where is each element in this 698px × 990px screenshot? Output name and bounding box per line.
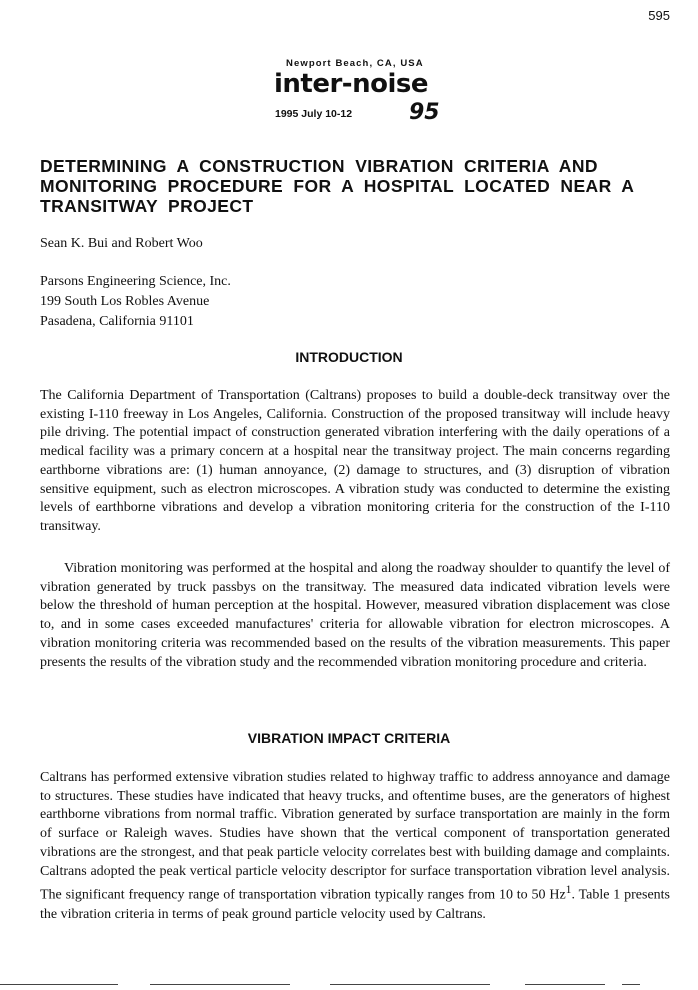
paragraph-text-before-footnote: Caltrans has performed extensive vibration studies related to highway traffic to address annoyance and damage to structures. These studies have indicated that heavy trucks, and oftentime buses, are the generators of highest earthborne vibrations from normal traffic. Vibration generated by surface transportation are mainly in the form of surface or Raleigh waves. Studies have shown that the vertical component of transportation generated vibrations are the strongest, and that peak particle velocity correlates best with building damage and complaints. Caltrans adopted the peak vertical particle velocity descriptor for surface transportation vibration level analysis. The significant frequency range of transportation vibration typically ranges from 10 to 50 Hz [40, 770, 670, 903]
bottom-rule-segment [0, 984, 118, 985]
section-heading-introduction: INTRODUCTION [295, 349, 403, 365]
section-heading-vibration-criteria: VIBRATION IMPACT CRITERIA [247, 730, 451, 746]
conference-logo-name: inter-noise [274, 69, 428, 99]
paper-title: DETERMINING A CONSTRUCTION VIBRATION CRITERIA AND MONITORING PROCEDURE FOR A HOSPITAL LOCATED NEAR A TRANSITWAY PROJECT [40, 156, 634, 216]
page-number: 595 [648, 8, 670, 23]
bottom-rule-segment [622, 984, 640, 985]
conference-year-mark: 95 [409, 100, 440, 125]
affiliation-city: Pasadena, California 91101 [40, 314, 194, 329]
bottom-rule-segment [150, 984, 290, 985]
affiliation-street: 199 South Los Robles Avenue [40, 294, 210, 309]
affiliation-organization: Parsons Engineering Science, Inc. [40, 274, 231, 289]
authors: Sean K. Bui and Robert Woo [40, 236, 203, 251]
paragraph-vibration-criteria [40, 769, 670, 924]
conference-dates: 1995 July 10-12 [275, 108, 353, 120]
bottom-rule-segment [330, 984, 490, 985]
bottom-rule-segment [525, 984, 605, 985]
paragraph-intro-2: Vibration monitoring was performed at the hospital and along the roadway shoulder to quantify the level of vibration generated by truck passbys on the transitway. The measured data indicated vibration levels were below the threshold of human perception at the hospital. However, measured vibration displacement was close to, and in some cases exceeded manufactures' criteria for allowable vibration for electron microscopes. A vibration monitoring criteria was recommended based on the results of the vibration measurements. This paper presents the results of the vibration study and the recommended vibration monitoring procedure and criteria. [40, 561, 670, 670]
affiliation [40, 272, 231, 332]
paragraph-intro-1: The California Department of Transportation (Caltrans) proposes to build a double-deck transitway over the existing I-110 freeway in Los Angeles, California. Construction of the proposed transitway will include heavy pile driving. The potential impact of construction generated vibration interfering with the daily operations of a medical facility was a primary concern at a hospital near the transitway project. The main concerns regarding earthborne vibrations are: (1) human annoyance, (2) damage to structures, and (3) disruption of vibration sensitive equipment, such as electron microscopes. A vibration study was conducted to determine the existing levels of earthborne vibrations and develop a vibration monitoring criteria for the construction of the I-110 transitway. [40, 388, 670, 534]
conference-location: Newport Beach, CA, USA [286, 58, 424, 69]
paragraph-text-after-footnote: . Table 1 presents the vibration criteria in terms of peak ground particle velocity used by Caltrans. [40, 887, 670, 922]
footnote-reference: 1 [565, 883, 572, 897]
